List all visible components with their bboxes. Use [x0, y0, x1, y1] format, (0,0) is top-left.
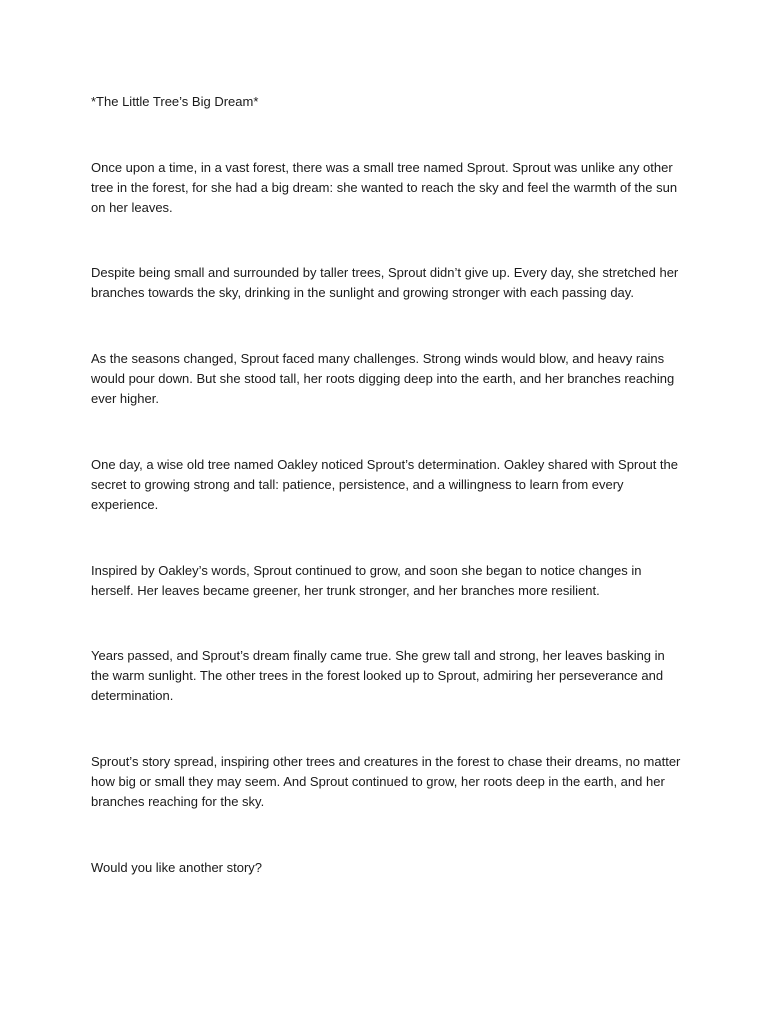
paragraph-1: Once upon a time, in a vast forest, there was a small tree named Sprout. Sprout was unlike any other tree in the forest, for she had a big dream: she wanted to reach the sky and feel the warmth of the sun on her leaves.: [91, 160, 678, 216]
paragraph-7: Sprout’s story spread, inspiring other trees and creatures in the forest to chase their dreams, no matter how big or small they may seem. And Sprout continued to grow, her roots deep in the earth, and her branches reaching for the sky.: [91, 754, 681, 810]
story-title: *The Little Tree’s Big Dream*: [91, 94, 259, 109]
paragraph-5: Inspired by Oakley’s words, Sprout continued to grow, and soon she began to notice changes in herself. Her leaves became greener, her trunk stronger, and her branches more resilient.: [91, 563, 642, 599]
paragraph-6: Years passed, and Sprout’s dream finally came true. She grew tall and strong, her leaves basking in the warm sunlight. The other trees in the forest looked up to Sprout, admiring her perseverance and determination.: [91, 648, 665, 704]
paragraph-3: As the seasons changed, Sprout faced many challenges. Strong winds would blow, and heavy rains would pour down. But she stood tall, her roots digging deep into the earth, and her branches reaching ever higher.: [91, 351, 675, 407]
closing-question: Would you like another story?: [91, 860, 263, 875]
paragraph-4: One day, a wise old tree named Oakley noticed Sprout’s determination. Oakley shared with Sprout the secret to growing strong and tall: patience, persistence, and a willingness to learn from every experience.: [91, 457, 679, 513]
paragraph-2: Despite being small and surrounded by taller trees, Sprout didn’t give up. Every day, she stretched her branches towards the sky, drinking in the sunlight and growing stronger with each passing day.: [91, 265, 679, 301]
